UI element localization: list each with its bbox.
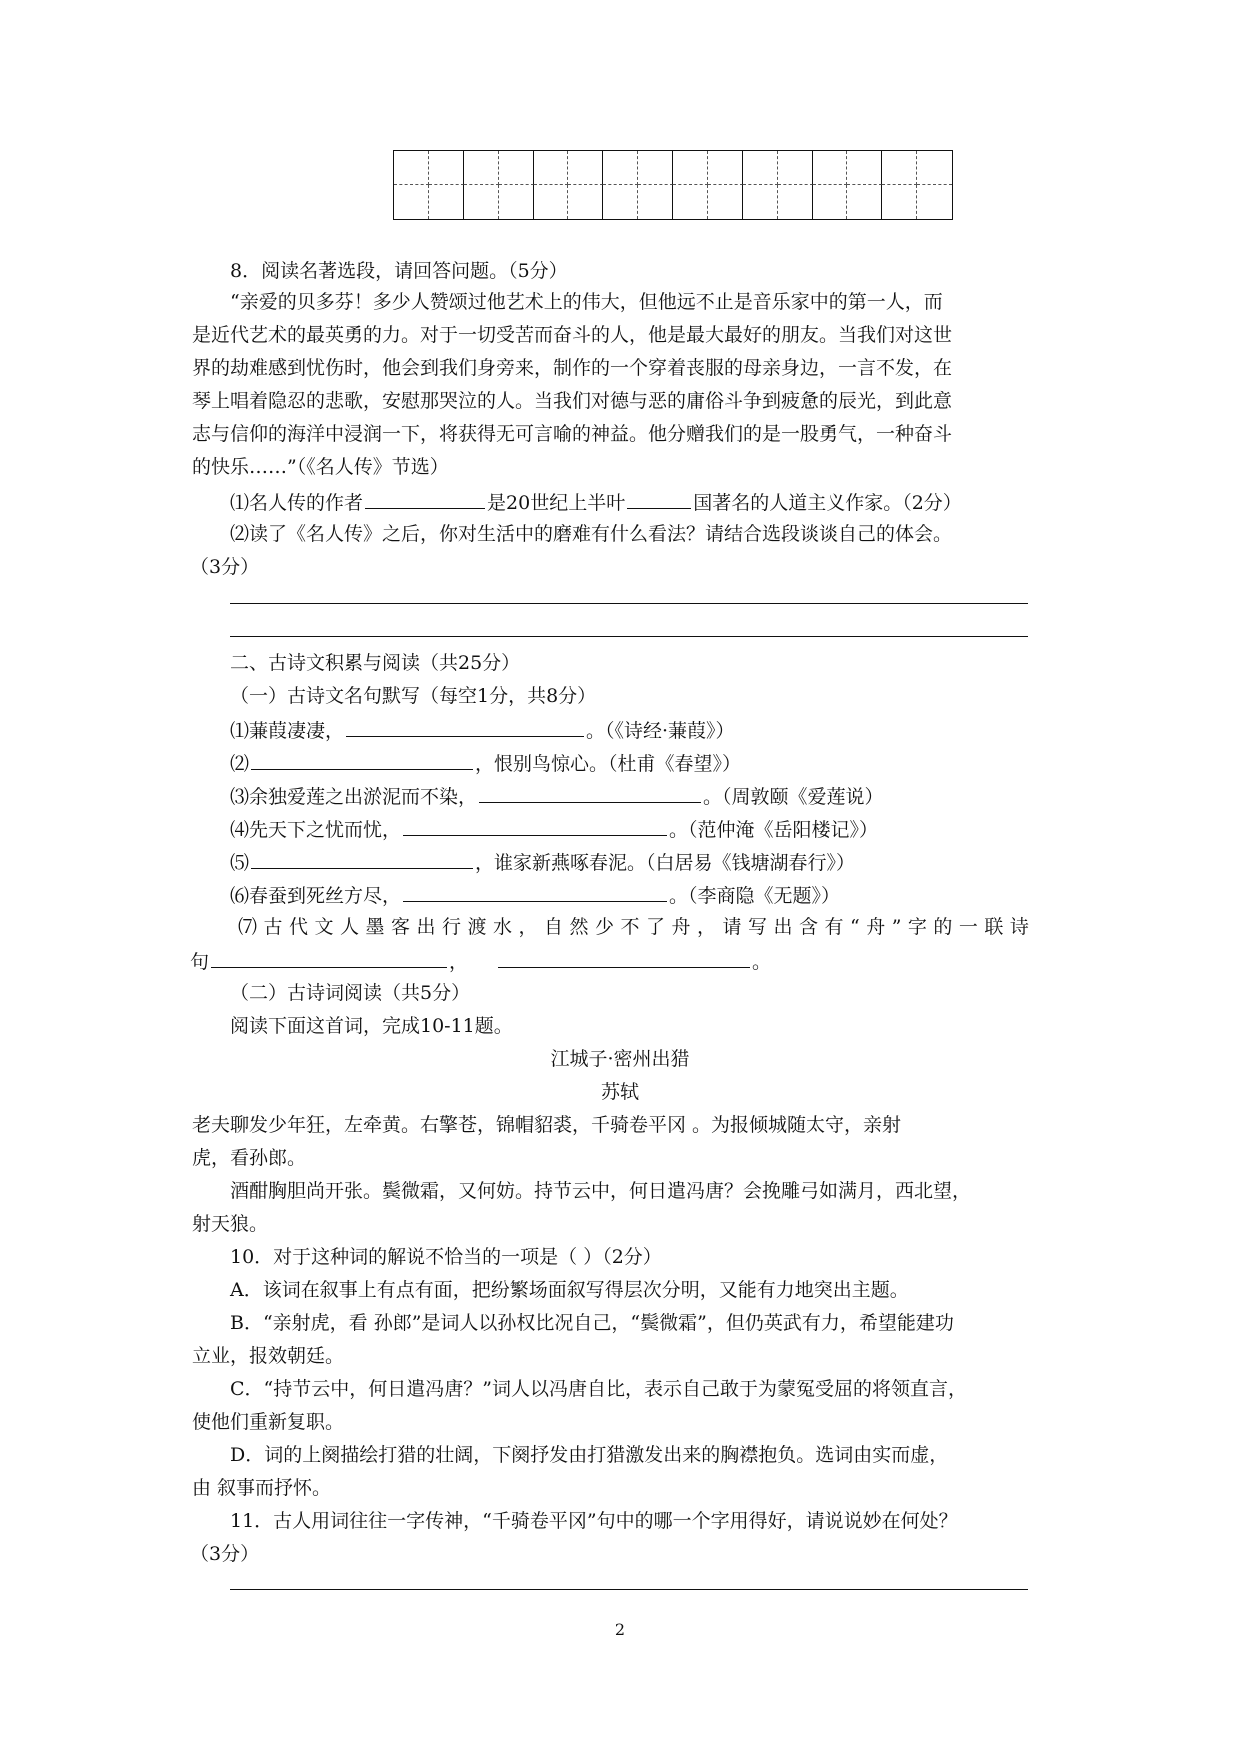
grid-cell xyxy=(813,151,848,185)
part1-heading: （一）古诗文名句默写（每空1分，共8分） xyxy=(230,685,597,707)
grid-cell xyxy=(917,151,952,185)
grid-cell xyxy=(603,151,638,185)
recite-item-4 xyxy=(230,815,878,843)
writing-grid[interactable] xyxy=(393,150,953,220)
q10-option-d[interactable]: D．词的上阕描绘打猎的壮阔，下阕抒发由打猎激发出来的胸襟抱负。选词由实而虚， xyxy=(230,1444,949,1466)
recite-item-2 xyxy=(230,749,741,777)
item-text: ， xyxy=(449,951,469,973)
part2-instruction: 阅读下面这首词，完成10-11题。 xyxy=(230,1015,513,1037)
item-text: 。（《诗经·蒹葭》） xyxy=(586,720,735,742)
q8-sub1-c: 国著名的人道主义作家。（2分） xyxy=(693,492,962,514)
fill-blank[interactable] xyxy=(403,881,667,902)
country-blank[interactable] xyxy=(627,488,691,509)
grid-cell xyxy=(743,151,778,185)
q8-passage-line: 界的劫难感到忧伤时，他会到我们身旁来，制作的一个穿着丧服的母亲身边，一言不发，在 xyxy=(192,357,953,379)
grid-cell xyxy=(534,151,569,185)
answer-line[interactable] xyxy=(230,1589,1028,1590)
item-text: ⑵ xyxy=(230,753,250,775)
fill-blank[interactable] xyxy=(498,947,750,968)
fill-blank[interactable] xyxy=(211,947,447,968)
grid-cell xyxy=(743,185,778,219)
grid-cell xyxy=(534,185,569,219)
q11-line2: （3分） xyxy=(190,1543,260,1565)
item-text: 。（范仲淹《岳阳楼记》） xyxy=(669,819,879,841)
recite-item-5 xyxy=(230,848,855,876)
fill-blank[interactable] xyxy=(346,716,584,737)
section2-heading: 二、古诗文积累与阅读（共25分） xyxy=(230,652,521,674)
answer-line[interactable] xyxy=(230,603,1028,604)
recite-item-1 xyxy=(230,716,735,744)
item-text: ⑶余独爱莲之出淤泥而不染， xyxy=(230,786,478,808)
fill-blank[interactable] xyxy=(479,782,701,803)
part2-heading: （二）古诗词阅读（共5分） xyxy=(230,982,471,1004)
item-text: ⑸ xyxy=(230,852,250,874)
q8-sub2-line2: （3分） xyxy=(190,556,260,578)
fill-blank[interactable] xyxy=(251,848,473,869)
grid-cell xyxy=(394,185,429,219)
grid-cell xyxy=(673,151,708,185)
fill-blank[interactable] xyxy=(251,749,473,770)
grid-cell xyxy=(568,185,603,219)
q8-passage-line: 琴上唱着隐忍的悲歌，安慰那哭泣的人。当我们对德与恶的庸俗斗争到疲惫的辰光，到此意 xyxy=(192,390,953,412)
q10-option-c[interactable]: C．“持节云中，何日遣冯唐？”词人以冯唐自比，表示自己敢于为蒙冤受屈的将领直言， xyxy=(230,1378,967,1400)
grid-cell xyxy=(882,185,917,219)
recite-item-6 xyxy=(230,881,840,909)
grid-cell xyxy=(638,151,673,185)
q11-line1: 11．古人用词往往一字传神，“千骑卷平冈”句中的哪一个字用得好，请说说妙在何处？ xyxy=(230,1510,958,1532)
item-text: 。（李商隐《无题》） xyxy=(669,885,841,907)
item-text: 。 xyxy=(752,951,772,973)
grid-cell xyxy=(568,151,603,185)
recite-item-3 xyxy=(230,782,884,810)
answer-line[interactable] xyxy=(230,636,1028,637)
q8-sub1-b: 是20世纪上半叶 xyxy=(487,492,626,514)
poem-author: 苏轼 xyxy=(600,1081,639,1103)
q10-option-b[interactable]: B．“亲射虎，看 孙郎”是词人以孙权比况自己，“鬓微霜”，但仍英武有力，希望能建功 xyxy=(230,1312,954,1334)
grid-cell xyxy=(813,185,848,219)
grid-cell xyxy=(673,185,708,219)
recite-item-7-line1: ⑺古代文人墨客出行渡水，自然少不了舟，请写出含有“舟”字的一联诗 xyxy=(238,916,1036,938)
q10-option-d-cont: 由 叙事而抒怀。 xyxy=(192,1477,332,1499)
q10-option-b-cont: 立业，报效朝廷。 xyxy=(192,1345,345,1367)
q8-passage-line: 的快乐……”（《名人传》节选） xyxy=(192,456,449,478)
q8-title: 8．阅读名著选段，请回答问题。（5分） xyxy=(230,260,568,282)
grid-cell xyxy=(464,185,499,219)
grid-cell xyxy=(882,151,917,185)
grid-cell xyxy=(429,185,464,219)
q8-sub1-a: ⑴名人传的作者 xyxy=(230,492,364,514)
grid-cell xyxy=(778,151,813,185)
poem-line: 老夫聊发少年狂，左牵黄。右擎苍，锦帽貂裘，千骑卷平冈 。为报倾城随太守，亲射 xyxy=(192,1114,902,1136)
grid-cell xyxy=(847,185,882,219)
grid-cell xyxy=(499,151,534,185)
item-text: ，恨别鸟惊心。（杜甫《春望》） xyxy=(475,753,742,775)
q10-option-a[interactable]: A．该词在叙事上有点有面，把纷繁场面叙写得层次分明，又能有力地突出主题。 xyxy=(230,1279,909,1301)
poem-line: 射天狼。 xyxy=(192,1213,269,1235)
item-text: ⑴蒹葭凄凄， xyxy=(230,720,345,742)
item-text: ⑹春蚕到死丝方尽， xyxy=(230,885,402,907)
grid-cell xyxy=(464,151,499,185)
poem-title: 江城子·密州出猎 xyxy=(550,1048,690,1070)
q8-sub1 xyxy=(230,488,962,516)
grid-cell xyxy=(603,185,638,219)
grid-cell xyxy=(778,185,813,219)
grid-cell xyxy=(917,185,952,219)
grid-cell xyxy=(429,151,464,185)
recite-item-7-line2 xyxy=(190,947,771,975)
grid-cell xyxy=(708,185,743,219)
q8-sub2-line1: ⑵读了《名人传》之后，你对生活中的磨难有什么看法？请结合选段谈谈自己的体会。 xyxy=(230,523,953,545)
q8-passage-line: 志与信仰的海洋中浸润一下，将获得无可言喻的神益。他分赠我们的是一股勇气，一种奋斗 xyxy=(192,423,953,445)
poem-line: 酒酣胸胆尚开张。鬓微霜，又何妨。持节云中，何日遣冯唐？会挽雕弓如满月，西北望， xyxy=(230,1180,972,1202)
grid-cell xyxy=(499,185,534,219)
author-blank[interactable] xyxy=(365,488,485,509)
q10-option-c-cont: 使他们重新复职。 xyxy=(192,1411,345,1433)
q8-passage-line: 是近代艺术的最英勇的力。对于一切受苦而奋斗的人，他是最大最好的朋友。当我们对这世 xyxy=(192,324,953,346)
q10-stem: 10．对于这种词的解说不恰当的一项是（ ）（2分） xyxy=(230,1246,662,1268)
item-text: 。（周敦颐《爱莲说） xyxy=(703,786,884,808)
grid-cell xyxy=(394,151,429,185)
item-text: 句 xyxy=(190,951,210,973)
item-text: ⑷先天下之忧而忧， xyxy=(230,819,402,841)
grid-cell xyxy=(708,151,743,185)
poem-line: 虎，看孙郎。 xyxy=(192,1147,307,1169)
grid-cell xyxy=(847,151,882,185)
page-number: 2 xyxy=(614,1620,626,1639)
item-text: ，谁家新燕啄春泥。（白居易《钱塘湖春行》） xyxy=(475,852,856,874)
q8-passage-line: “亲爱的贝多芬！多少人赞颂过他艺术上的伟大，但他远不止是音乐家中的第一人，而 xyxy=(230,291,943,313)
fill-blank[interactable] xyxy=(403,815,667,836)
grid-cell xyxy=(638,185,673,219)
